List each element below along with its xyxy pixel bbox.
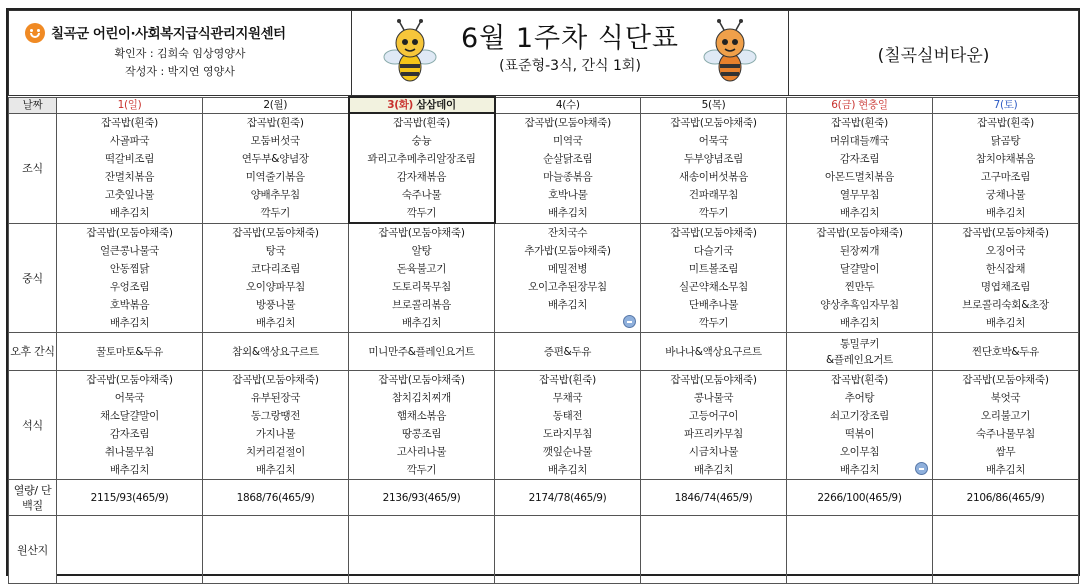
menu-item: 잡곡밥(흰죽) [831, 116, 888, 129]
menu-item: 돈육불고기 [396, 263, 447, 275]
origin-cell [641, 516, 787, 584]
menu-item: 사골파국 [109, 134, 150, 147]
menu-item: 양배추무침 [250, 188, 300, 201]
menu-item: 잡곡밥(흰죽) [101, 116, 158, 129]
menu-item: 배추김치 [985, 316, 1026, 329]
menu-item: 잡곡밥(모둠야채죽) [232, 374, 319, 386]
menu-item: 오이무침 [839, 446, 880, 458]
calories-cell: 1868/76(465/9) [203, 480, 349, 516]
menu-cell [57, 113, 203, 223]
menu-item: 동그랑땡전 [250, 410, 301, 422]
menu-cell [349, 223, 495, 333]
menu-item: 동태전 [552, 410, 583, 422]
menu-item: 어묵국 [114, 392, 145, 404]
menu-item: 우엉조림 [109, 280, 150, 293]
menu-item: 배추김치 [401, 317, 442, 329]
day-header: 4(수) [495, 97, 641, 113]
snack-cell: 증편&두유 [495, 333, 641, 371]
menu-cell [203, 113, 349, 223]
menu-item: 감자조림 [839, 152, 880, 165]
menu-item: 호박나물 [548, 188, 588, 201]
menu-item: 추가밥(모둠야채죽) [524, 244, 611, 257]
menu-item: 고춧잎나물 [104, 188, 155, 201]
menu-item: 한식잡채 [985, 262, 1026, 275]
menu-item: 잡곡밥(흰죽) [831, 374, 888, 386]
origin-cell [933, 516, 1079, 584]
menu-item: 배추김치 [985, 206, 1026, 219]
menu-item: 배추김치 [839, 464, 880, 476]
menu-item: 배추김치 [839, 206, 880, 219]
meal-label-snack: 오후 간식 [9, 333, 57, 371]
menu-item: 잡곡밥(모둠야채죽) [670, 116, 757, 129]
confirmer: 확인자 : 김희숙 임상영양사 [114, 46, 246, 60]
menu-item: 배추김치 [109, 206, 150, 219]
menu-item: 탕국 [265, 244, 286, 257]
day-header: 3(화) 삼삼데이 [349, 97, 495, 113]
day-header-row [9, 97, 1079, 113]
menu-item: 잡곡밥(흰죽) [393, 117, 450, 129]
bee-mascot-icon [380, 19, 440, 85]
menu-cell [57, 223, 203, 333]
meal-label-lunch: 중식 [9, 223, 57, 333]
menu-item: 배추김치 [255, 316, 296, 329]
calories-cell: 2136/93(465/9) [349, 480, 495, 516]
menu-item: 배추김치 [547, 464, 588, 476]
menu-item: 호박볶음 [109, 298, 150, 311]
menu-item: 메밀전병 [547, 262, 588, 275]
menu-item: 깍두기 [406, 207, 437, 219]
origin-cell [203, 516, 349, 584]
menu-item: 잡곡밥(모둠야채죽) [86, 226, 173, 239]
menu-item: 햄채소볶음 [396, 410, 447, 422]
page-subtitle: (표준형-3식, 간식 1회) [499, 58, 641, 74]
menu-cell [495, 371, 641, 480]
calories-cell: 1846/74(465/9) [641, 480, 787, 516]
menu-item: 브로콜리숙회&초장 [962, 298, 1049, 311]
facility-name: (칠곡실버타운) [789, 11, 1079, 96]
menu-item: 추어탕 [844, 392, 875, 404]
menu-cell [933, 223, 1079, 333]
menu-item: 통밀쿠키 [839, 337, 880, 350]
menu-cell [787, 223, 933, 333]
menu-table [8, 96, 1079, 584]
menu-item: 채소달걀말이 [99, 410, 160, 422]
header-table [8, 10, 1079, 96]
menu-item: 알탕 [411, 245, 432, 257]
menu-item: 잡곡밥(모둠야채죽) [378, 227, 465, 239]
menu-item: 잡곡밥(모둠야채죽) [670, 226, 757, 239]
menu-item: 건파래무침 [688, 188, 739, 201]
menu-item: 잡곡밥(모둠야채죽) [524, 116, 611, 129]
day-label: 날짜 [9, 97, 57, 113]
breakfast-row [9, 113, 1079, 223]
menu-item: 찐만두 [844, 280, 875, 293]
menu-item: &플레인요거트 [826, 353, 893, 366]
snack-cell [787, 333, 933, 371]
meal-label-dinner: 석식 [9, 371, 57, 480]
menu-item: 다슬기국 [693, 244, 734, 257]
menu-item: 잡곡밥(흰죽) [539, 374, 596, 386]
menu-item: 실곤약채소무침 [679, 280, 748, 293]
menu-cell [787, 371, 933, 480]
menu-item: 된장찌개 [839, 244, 880, 257]
menu-item: 양상추흑임자무침 [820, 298, 899, 311]
menu-cell [349, 113, 495, 223]
menu-item: 미역줄기볶음 [245, 170, 305, 183]
page-title: 6월 1주차 식단표 [460, 23, 679, 54]
menu-item: 모둠버섯국 [250, 134, 300, 147]
menu-item: 아몬드멸치볶음 [825, 170, 894, 183]
calories-cell: 2115/93(465/9) [57, 480, 203, 516]
menu-item: 참치김치찌개 [391, 392, 452, 404]
face-emoji-icon [623, 315, 636, 328]
menu-cell [349, 371, 495, 480]
origin-row [9, 516, 1079, 584]
menu-cell [495, 223, 641, 333]
menu-item: 도토리묵무침 [391, 281, 452, 293]
origin-cell [349, 516, 495, 584]
menu-item: 잡곡밥(흰죽) [977, 116, 1034, 129]
menu-item: 잡곡밥(모둠야채죽) [670, 374, 757, 386]
snack-row [9, 333, 1079, 371]
menu-item: 오이양파무침 [245, 280, 306, 293]
menu-item: 잡곡밥(모둠야채죽) [378, 374, 465, 386]
menu-item: 새송이버섯볶음 [679, 170, 748, 183]
menu-item: 잔멸치볶음 [104, 170, 155, 183]
menu-cell [57, 371, 203, 480]
lunch-row [9, 223, 1079, 333]
menu-item: 배추김치 [693, 464, 734, 476]
org-cell [9, 11, 352, 96]
menu-item: 오징어국 [985, 244, 1026, 257]
menu-item: 오이고추된장무침 [528, 280, 607, 293]
face-emoji-icon [915, 462, 928, 475]
menu-item: 숙주나물무침 [975, 428, 1036, 440]
menu-item: 배추김치 [548, 206, 588, 219]
calories-label: 열량/ 단백질 [9, 480, 57, 516]
menu-item: 잡곡밥(모둠야채죽) [86, 374, 173, 386]
menu-cell [933, 113, 1079, 223]
day-header: 1(일) [57, 97, 203, 113]
menu-item: 브로콜리볶음 [391, 299, 452, 311]
menu-item: 고구마조림 [980, 170, 1031, 183]
menu-item: 숭늉 [411, 135, 432, 147]
menu-item: 시금치나물 [688, 446, 739, 458]
menu-item: 달걀말이 [839, 262, 880, 275]
menu-item: 배추김치 [255, 464, 296, 476]
menu-item: 도라지무침 [542, 428, 593, 440]
menu-item: 잡곡밥(모둠야채죽) [962, 226, 1049, 239]
menu-item: 깻잎순나물 [542, 446, 593, 458]
menu-item: 얼큰콩나물국 [99, 244, 160, 257]
menu-cell [203, 223, 349, 333]
calories-cell: 2266/100(465/9) [787, 480, 933, 516]
menu-item: 감자조림 [109, 428, 150, 440]
calories-cell: 2174/78(465/9) [495, 480, 641, 516]
menu-cell [641, 223, 787, 333]
menu-item: 열무무침 [839, 188, 880, 201]
menu-item: 마늘종볶음 [543, 170, 593, 183]
menu-item: 떡갈비조림 [104, 152, 155, 165]
bee-mascot-icon [700, 19, 760, 85]
snack-cell: 바나나&액상요구르트 [641, 333, 787, 371]
menu-item: 두부양념조림 [683, 152, 744, 165]
meal-plan-sheet [6, 8, 1080, 576]
calories-cell: 2106/86(465/9) [933, 480, 1079, 516]
menu-item: 잔치국수 [547, 226, 588, 239]
menu-item: 고등어구이 [688, 410, 739, 422]
menu-item: 파프리카무침 [683, 428, 744, 440]
menu-item: 닭곰탕 [990, 134, 1021, 147]
menu-item: 어묵국 [698, 134, 729, 147]
dinner-row [9, 371, 1079, 480]
menu-item: 떡볶이 [844, 428, 875, 440]
menu-item: 깍두기 [698, 316, 729, 329]
title-cell [352, 11, 789, 96]
menu-item: 무채국 [552, 392, 583, 404]
menu-item: 미트볼조림 [688, 262, 739, 275]
menu-cell [641, 113, 787, 223]
menu-item: 깍두기 [260, 206, 291, 219]
menu-item: 코다리조림 [250, 262, 301, 275]
menu-item: 오리불고기 [980, 410, 1031, 422]
day-header: 2(월) [203, 97, 349, 113]
menu-item: 잡곡밥(모둠야채죽) [962, 374, 1049, 386]
menu-item [495, 314, 640, 332]
day-header: 7(토) [933, 97, 1079, 113]
menu-cell [203, 371, 349, 480]
menu-item: 가지나물 [255, 428, 296, 440]
menu-item: 단배추나물 [688, 298, 739, 311]
menu-item: 참치야채볶음 [975, 152, 1036, 165]
snack-cell: 꿀토마토&두유 [57, 333, 203, 371]
menu-item: 잡곡밥(모둠야채죽) [232, 226, 319, 239]
menu-item: 연두부&양념장 [241, 152, 309, 165]
menu-item: 배추김치 [985, 464, 1026, 476]
menu-item: 치커리겉절이 [245, 446, 306, 458]
menu-item: 미역국 [552, 134, 583, 147]
menu-item: 배추김치 [547, 298, 588, 311]
menu-cell [641, 371, 787, 480]
menu-item: 배추김치 [839, 316, 880, 329]
origin-label: 원산지 [9, 516, 57, 584]
menu-cell [933, 371, 1079, 480]
menu-item: 숙주나물 [401, 189, 442, 201]
menu-item: 북엇국 [990, 392, 1021, 404]
org-name: 칠곡군 어린이·사회복지급식관리지원센터 [51, 25, 286, 42]
snack-cell: 참외&액상요구르트 [203, 333, 349, 371]
menu-cell [787, 113, 933, 223]
menu-item: 배추김치 [109, 464, 150, 476]
day-header: 6(금) 현충일 [787, 97, 933, 113]
origin-cell [495, 516, 641, 584]
calories-row [9, 480, 1079, 516]
menu-item: 방풍나물 [255, 298, 296, 311]
menu-item: 감자채볶음 [396, 171, 447, 183]
menu-item: 콩나물국 [693, 392, 734, 404]
menu-item: 순살닭조림 [543, 152, 593, 165]
origin-cell [57, 516, 203, 584]
menu-item: 머위대들깨국 [829, 134, 890, 147]
snack-cell: 미니만주&플레인요거트 [349, 333, 495, 371]
day-header: 5(목) [641, 97, 787, 113]
menu-item: 쇠고기장조림 [829, 410, 890, 422]
menu-item: 꽈리고추메추리알장조림 [367, 153, 476, 165]
menu-item: 명엽채조림 [980, 280, 1031, 293]
smiley-logo-icon [25, 23, 45, 43]
menu-item: 깍두기 [698, 206, 729, 219]
menu-item: 잡곡밥(모둠야채죽) [816, 226, 903, 239]
snack-cell: 찐단호박&두유 [933, 333, 1079, 371]
author: 작성자 : 박지연 영양사 [125, 64, 235, 78]
menu-item: 땅콩조림 [401, 428, 442, 440]
menu-item: 잡곡밥(흰죽) [246, 116, 304, 129]
menu-item: 배추김치 [109, 316, 150, 329]
menu-item: 고사리나물 [396, 446, 447, 458]
origin-cell [787, 516, 933, 584]
meal-label-breakfast: 조식 [9, 113, 57, 223]
menu-item: 유부된장국 [250, 392, 301, 404]
menu-item: 취나물무침 [104, 446, 155, 458]
menu-item: 궁채나물 [985, 188, 1026, 201]
menu-item: 안동찜닭 [109, 262, 150, 275]
menu-item: 쌈무 [995, 446, 1016, 458]
menu-cell [495, 113, 641, 223]
menu-item: 깍두기 [406, 464, 437, 476]
